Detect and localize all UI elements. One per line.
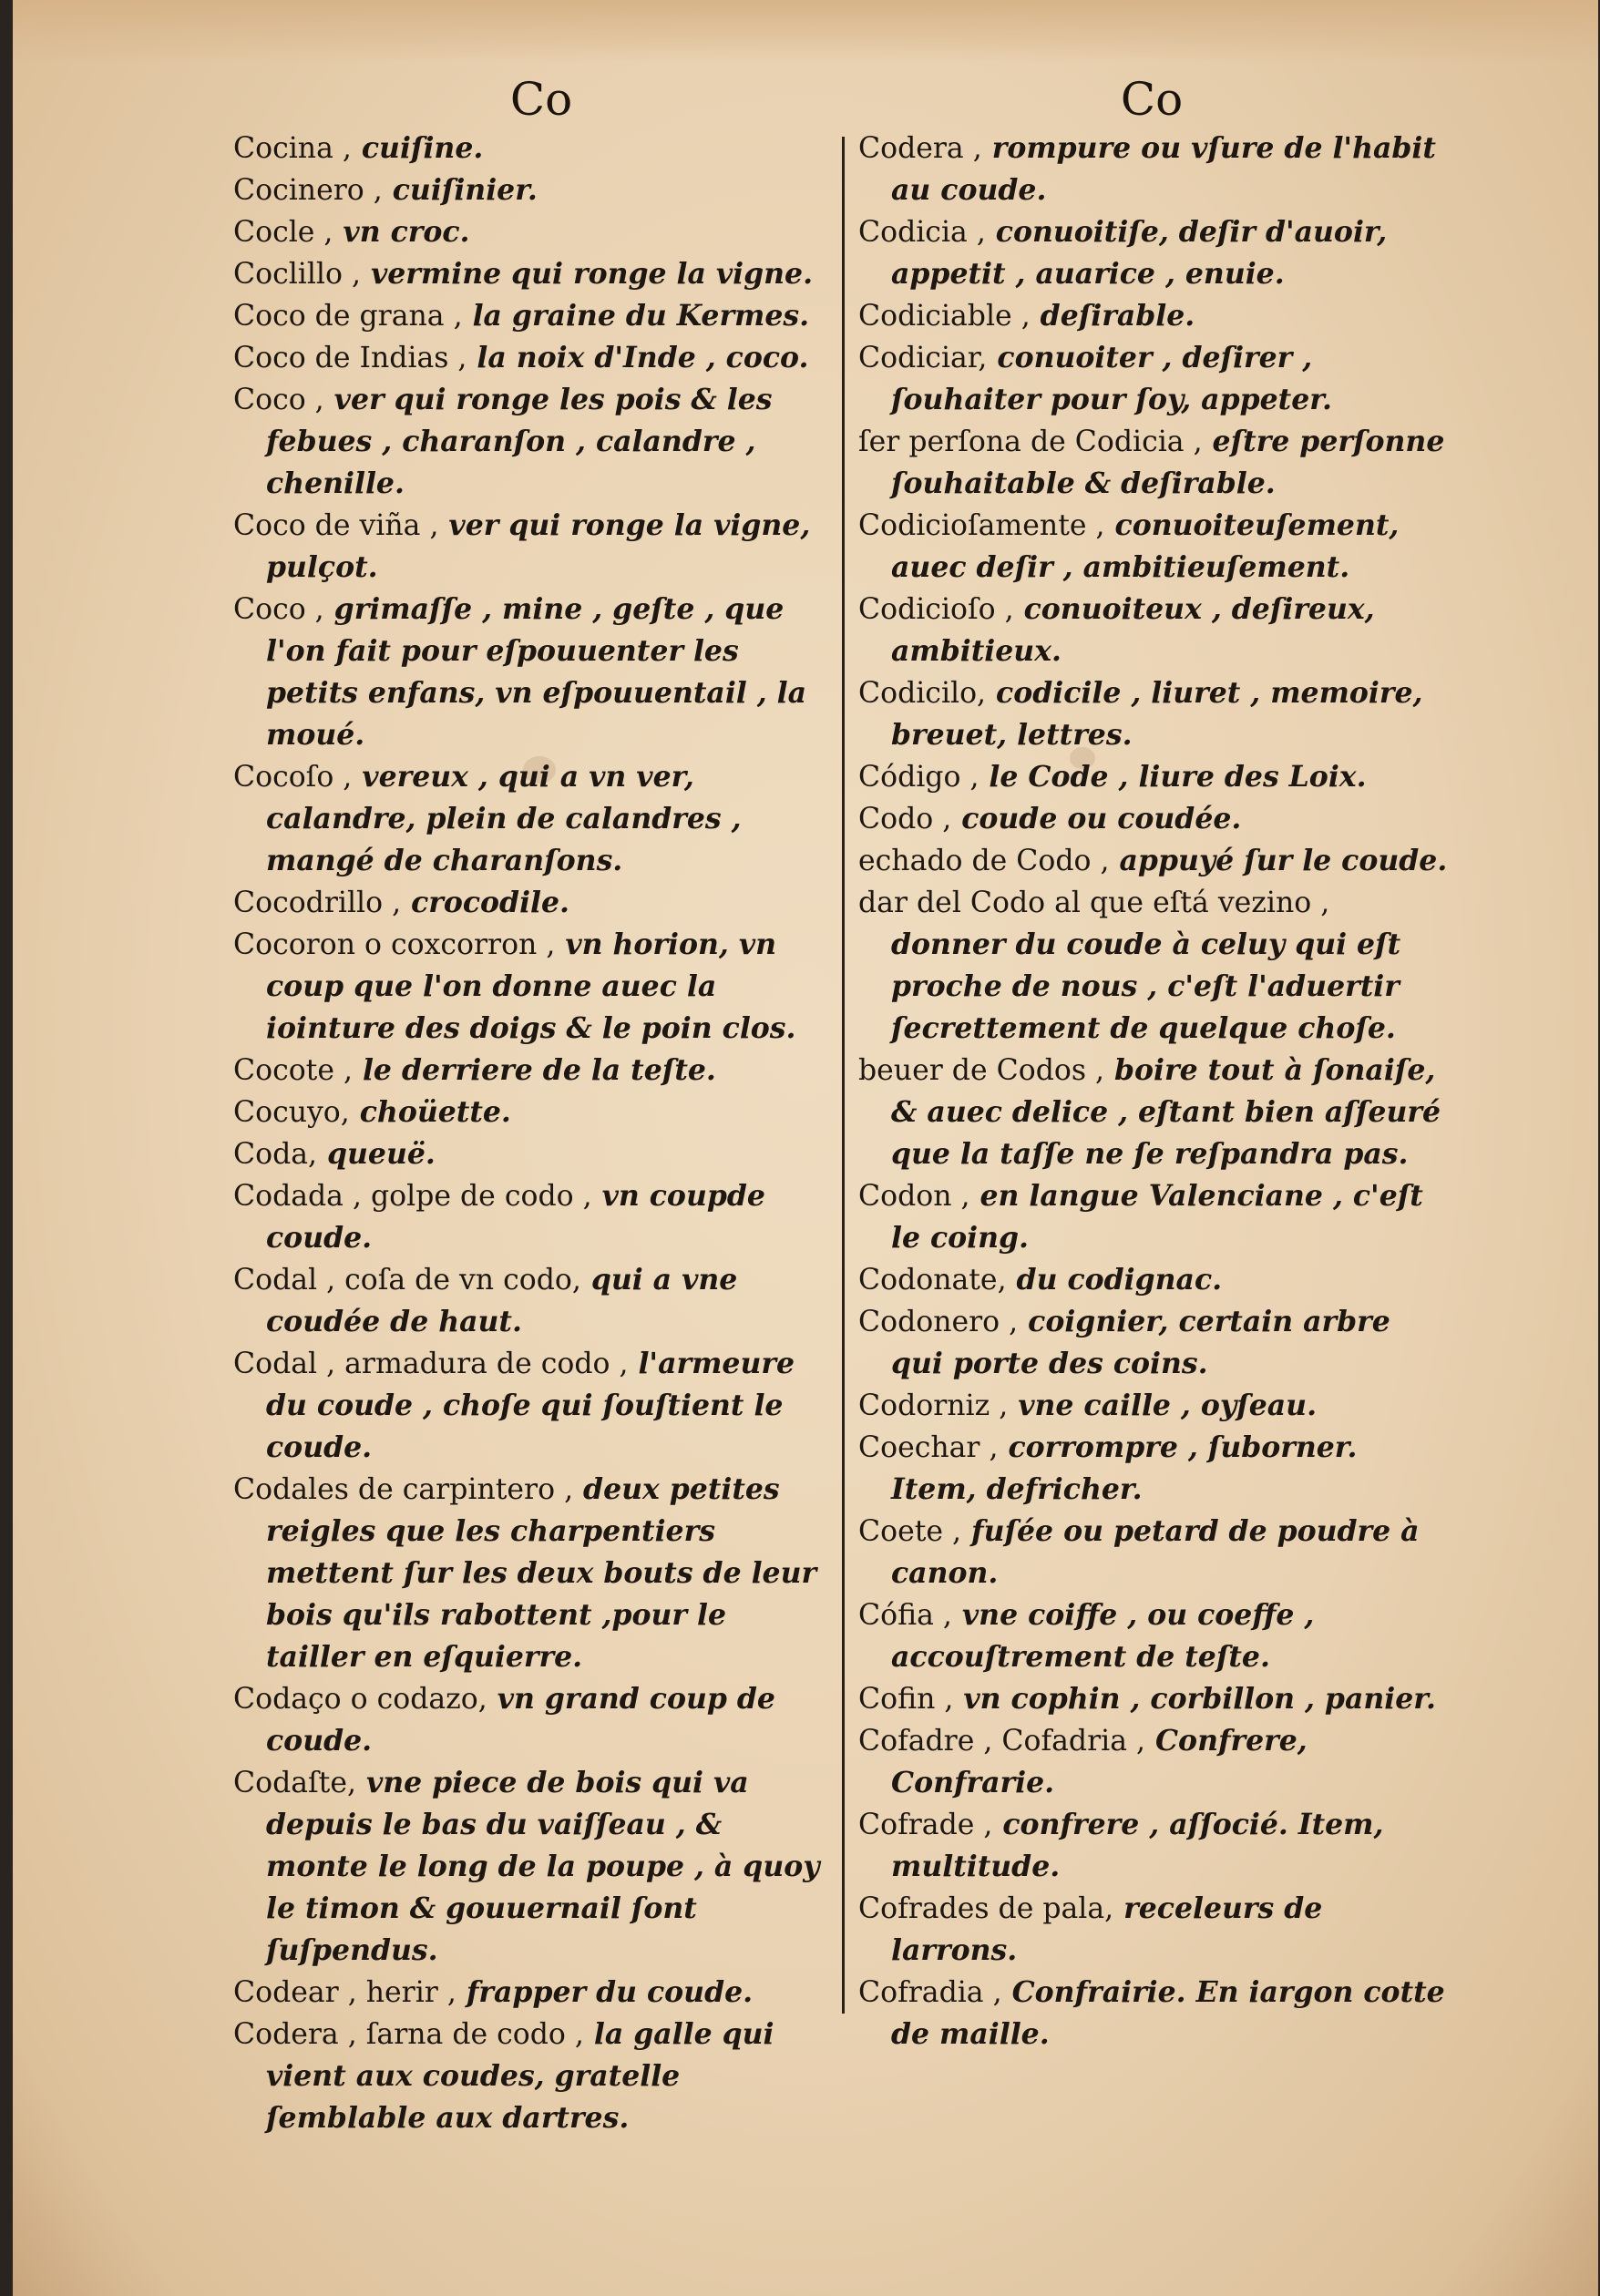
dictionary-entry xyxy=(233,1050,826,1092)
entry-headword: Cocoſo , xyxy=(233,761,353,794)
entry-definition: vn grand coup de coude. xyxy=(266,1682,775,1758)
entry-headword: Cofradia , xyxy=(858,1976,1002,2009)
entry-headword: Coco de grana , xyxy=(233,300,463,333)
entry-definition: en langue Valenciane , c'eſt le coing. xyxy=(891,1179,1423,1255)
dictionary-entry xyxy=(233,295,826,337)
entry-headword: Coete , xyxy=(858,1515,962,1548)
entry-definition: receleurs de larrons. xyxy=(891,1891,1323,1967)
entry-definition: grimaſſe , mine , geſte , que l'on fait pour eſpouuenter les petits enfans, vn eſpouuentail , la moué. xyxy=(266,592,807,752)
entry-definition: conuoiteuſement, auec deſir , ambitieuſement. xyxy=(891,508,1400,584)
entry-definition: vn coupde coude. xyxy=(266,1179,765,1255)
entry-headword: Coco de Indias , xyxy=(233,342,467,374)
dictionary-entry xyxy=(858,840,1451,882)
entry-definition: vermine qui ronge la vigne. xyxy=(361,257,814,291)
entry-headword: Cofin , xyxy=(858,1683,954,1716)
entry-headword: Código , xyxy=(858,761,979,794)
entry-headword: Codorniz , xyxy=(858,1389,1009,1422)
dictionary-entry xyxy=(858,672,1451,756)
entry-definition: Confrere, Confrarie. xyxy=(891,1724,1308,1799)
dictionary-entry xyxy=(858,1427,1451,1511)
entry-headword: Codonate, xyxy=(858,1264,1007,1297)
dictionary-entry xyxy=(858,295,1451,337)
dictionary-entry xyxy=(233,1259,826,1343)
entry-headword: Codicioſamente , xyxy=(858,509,1105,542)
entry-headword: Cofadre , Cofadria , xyxy=(858,1725,1146,1758)
dictionary-entry xyxy=(858,1678,1451,1720)
entry-definition: conuoiteux , deſireux, ambitieux. xyxy=(891,592,1375,668)
entry-definition: vne caille , oyſeau. xyxy=(1008,1389,1318,1422)
dictionary-entry xyxy=(858,1301,1451,1385)
dictionary-entry xyxy=(233,1092,826,1133)
entry-definition: queuë. xyxy=(317,1137,436,1171)
dictionary-entry xyxy=(233,505,826,589)
dictionary-entry xyxy=(858,337,1451,421)
top-stain xyxy=(13,0,1598,64)
dictionary-entry xyxy=(858,1972,1451,2055)
entry-definition: la noix d'Inde , coco. xyxy=(467,341,809,374)
dictionary-entry xyxy=(858,1050,1451,1175)
entry-definition: codicile , liuret , memoire, breuet, lettres. xyxy=(891,676,1423,752)
entry-headword: Codales de carpintero , xyxy=(233,1473,574,1506)
entry-definition: conuoitiſe, deſir d'auoir, appetit , auarice , enuie. xyxy=(891,215,1388,291)
entry-definition: Confrairie. En iargon cotte de maille. xyxy=(891,1975,1445,2051)
entry-definition: le derriere de la teſte. xyxy=(353,1053,716,1087)
entry-headword: Cofrade , xyxy=(858,1809,993,1841)
entry-definition: deſirable. xyxy=(1030,299,1195,333)
entry-definition: crocodile. xyxy=(401,886,570,919)
entry-definition: eſtre perſonne ſouhaitable & deſirable. xyxy=(891,425,1445,500)
entry-definition: la graine du Kermes. xyxy=(462,299,810,333)
entry-definition: deux petites reigles que les charpentiers mettent ſur les deux bouts de leur bois qu'ils rabottent ,pour le tailler en eſquierre. xyxy=(266,1472,817,1674)
entry-definition: vn croc. xyxy=(333,215,470,249)
entry-headword: Codera , xyxy=(858,132,982,165)
entry-definition: corrompre , ſuborner. Item, defricher. xyxy=(891,1430,1358,1506)
dictionary-entry xyxy=(233,1762,826,1972)
entry-headword: Codonero , xyxy=(858,1306,1019,1338)
dictionary-entry xyxy=(858,1259,1451,1301)
dictionary-entry xyxy=(233,882,826,924)
dictionary-entry xyxy=(233,169,826,211)
dictionary-entry xyxy=(233,337,826,379)
entry-definition: coude ou coudée. xyxy=(951,802,1242,835)
dictionary-entry xyxy=(858,1511,1451,1594)
dictionary-entry xyxy=(233,1972,826,2014)
entry-definition: du codignac. xyxy=(1006,1263,1223,1297)
dictionary-entry xyxy=(858,589,1451,672)
entry-headword: Cófia , xyxy=(858,1599,952,1632)
entry-headword: Codada , golpe de codo , xyxy=(233,1180,592,1213)
entry-headword: Coclillo , xyxy=(233,258,361,291)
entry-definition: l'armeure du coude , choſe qui ſouſtient le coude. xyxy=(266,1347,795,1464)
entry-definition: choüette. xyxy=(349,1095,511,1129)
entry-headword: Codon , xyxy=(858,1180,970,1213)
entry-definition: la galle qui vient aux coudes, gratelle ſemblable aux dartres. xyxy=(266,2017,774,2135)
entry-headword: Codaſte, xyxy=(233,1767,356,1799)
entry-definition: vn cophin , corbillon , panier. xyxy=(953,1682,1436,1716)
entry-headword: Cocinero , xyxy=(233,174,383,207)
entry-headword: Codicia , xyxy=(858,216,986,249)
dictionary-entry xyxy=(858,1804,1451,1888)
entry-definition: le Code , liure des Loix. xyxy=(979,760,1367,794)
dictionary-entry xyxy=(858,128,1451,211)
entry-definition: appuyé ſur le coude. xyxy=(1109,844,1448,877)
entry-headword: beuer de Codos , xyxy=(858,1054,1105,1087)
dictionary-entry xyxy=(233,1175,826,1259)
dictionary-entry xyxy=(233,128,826,169)
right-column xyxy=(858,128,1451,2055)
dictionary-entry xyxy=(858,1175,1451,1259)
dictionary-entry xyxy=(233,1343,826,1469)
entry-definition: rompure ou vſure de l'habit au coude. xyxy=(891,131,1436,207)
dictionary-entry xyxy=(233,924,826,1050)
entry-headword: echado de Codo , xyxy=(858,845,1110,877)
entry-headword: Cocuyo, xyxy=(233,1096,350,1129)
entry-headword: Codal , armadura de codo , xyxy=(233,1348,629,1380)
dictionary-entry xyxy=(858,1594,1451,1678)
entry-definition: vereux , qui a vn ver, calandre, plein de calandres , mangé de charanſons. xyxy=(266,760,742,877)
dictionary-entry xyxy=(233,1678,826,1762)
entry-headword: Coda, xyxy=(233,1138,318,1171)
entry-headword: Codaço o codazo, xyxy=(233,1683,487,1716)
dictionary-entry xyxy=(858,421,1451,505)
dictionary-entry xyxy=(233,589,826,756)
entry-headword: Coco de viña , xyxy=(233,509,439,542)
dictionary-entry xyxy=(858,211,1451,295)
dictionary-entry xyxy=(233,379,826,505)
entry-definition: coignier, certain arbre qui porte des coins. xyxy=(891,1305,1390,1380)
entry-headword: Cofrades de pala, xyxy=(858,1892,1114,1925)
entry-definition: vn horion, vn coup que l'on donne auec la iointure des doigs & le poin clos. xyxy=(266,928,796,1045)
entry-headword: Cocote , xyxy=(233,1054,353,1087)
entry-definition: confrere , aſſocié. Item, multitude. xyxy=(891,1808,1384,1883)
entry-headword: Codiciar, xyxy=(858,342,988,374)
entry-headword: Codal , coſa de vn codo, xyxy=(233,1264,581,1297)
dictionary-entry xyxy=(233,211,826,253)
entry-definition: boire tout à ſonaiſe, & auec delice , eſtant bien aſſeuré que la taſſe ne ſe reſpandra pas. xyxy=(891,1053,1441,1171)
entry-headword: Codicilo, xyxy=(858,677,987,710)
dictionary-entry xyxy=(858,756,1451,798)
running-head-right: Co xyxy=(1120,73,1184,126)
page-sheet xyxy=(13,0,1598,2296)
entry-headword: Cocoron o coxcorron , xyxy=(233,928,556,961)
dictionary-entry xyxy=(858,882,1451,1050)
entry-headword: Codear , herir , xyxy=(233,1976,456,2009)
dictionary-entry xyxy=(858,505,1451,589)
dictionary-entry xyxy=(858,1720,1451,1804)
entry-definition: donner du coude à celuy qui eſt proche de nous , c'eſt l'aduertir ſecrettement de quelque choſe. xyxy=(891,928,1401,1045)
dictionary-entry xyxy=(233,2014,826,2139)
column-divider xyxy=(842,137,845,2014)
dictionary-entry xyxy=(858,1385,1451,1427)
entry-definition: conuoiter , deſirer , ſouhaiter pour ſoy, appeter. xyxy=(891,341,1332,416)
entry-headword: Codera , ſarna de codo , xyxy=(233,2018,584,2051)
entry-definition: frapper du coude. xyxy=(456,1975,754,2009)
entry-headword: Coco , xyxy=(233,384,324,416)
entry-headword: Codicioſo , xyxy=(858,593,1014,626)
left-column xyxy=(233,128,826,2139)
entry-definition: vne piece de bois qui va depuis le bas du vaiſſeau , & monte le long de la poupe , à quoy le timon & gouuernail ſont ſuſpendus. xyxy=(266,1766,820,1967)
entry-definition: vne coiffe , ou coeffe , accouſtrement de teſte. xyxy=(891,1598,1315,1674)
entry-headword: Coechar , xyxy=(858,1431,999,1464)
entry-definition: fuſée ou petard de poudre à canon. xyxy=(891,1514,1420,1590)
entry-headword: Coco , xyxy=(233,593,324,626)
entry-headword: Codiciable , xyxy=(858,300,1031,333)
entry-headword: ſer perſona de Codicia , xyxy=(858,425,1203,458)
entry-headword: dar del Codo al que eſtá vezino , xyxy=(858,887,1330,919)
entry-definition: cuiſinier. xyxy=(382,173,538,207)
entry-definition: ver qui ronge les pois & les febues , charanſon , calandre , chenille. xyxy=(266,383,773,500)
dictionary-entry xyxy=(233,1133,826,1175)
dictionary-entry xyxy=(858,798,1451,840)
entry-headword: Codo , xyxy=(858,803,952,835)
dictionary-entry xyxy=(233,253,826,295)
entry-headword: Cocle , xyxy=(233,216,333,249)
entry-definition: ver qui ronge la vigne, pulçot. xyxy=(266,508,811,584)
dictionary-entry xyxy=(233,756,826,882)
entry-definition: cuiſine. xyxy=(351,131,484,165)
entry-headword: Cocodrillo , xyxy=(233,887,402,919)
dictionary-entry xyxy=(858,1888,1451,1972)
dictionary-entry xyxy=(233,1469,826,1678)
entry-definition: qui a vne coudée de haut. xyxy=(266,1263,738,1338)
entry-headword: Cocina , xyxy=(233,132,352,165)
running-head-left: Co xyxy=(509,73,573,126)
